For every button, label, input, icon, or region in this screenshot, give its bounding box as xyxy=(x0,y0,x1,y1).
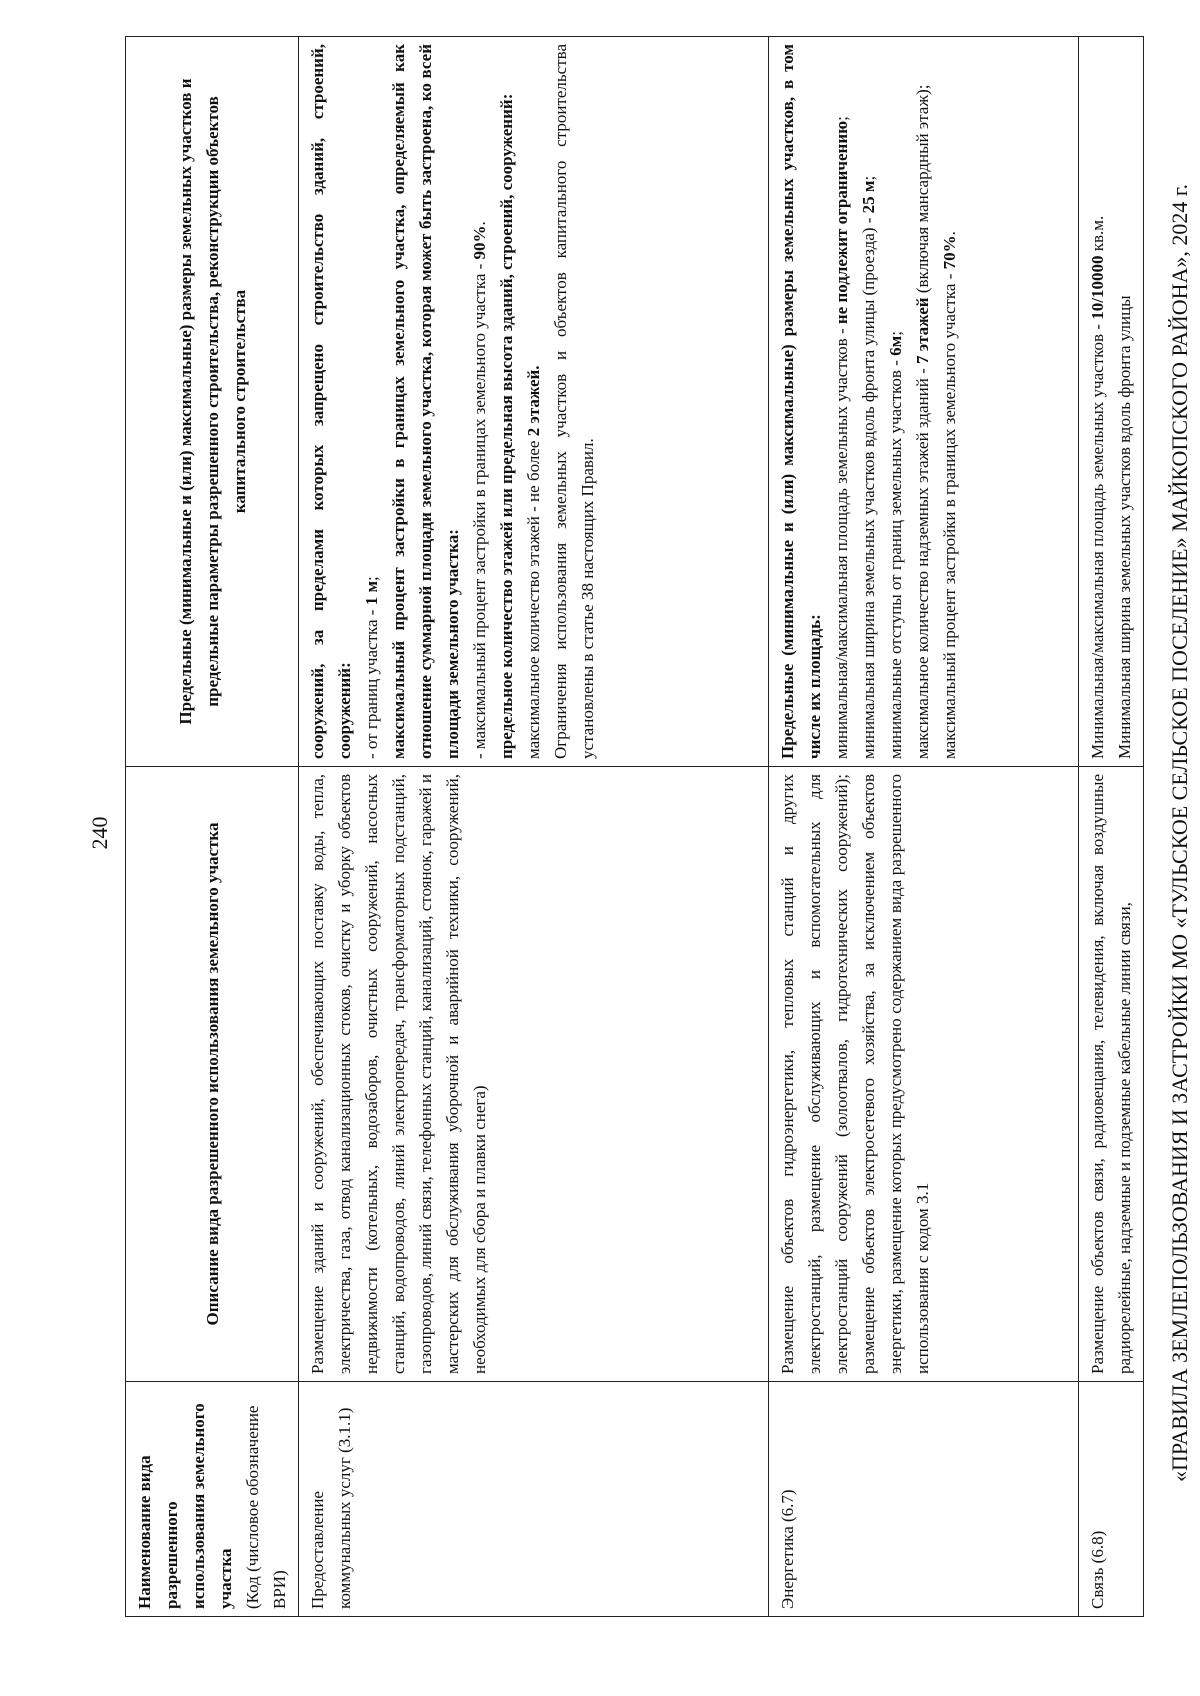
param-bold-text: 25 м xyxy=(859,180,878,214)
header-description: Описание вида разрешенного использования земельного участка xyxy=(126,767,299,1382)
param-text: . xyxy=(940,231,959,236)
param-text: Ограничения использования земельных участков и объектов капитального строительства установлены в статье 38 настоящих Правил. xyxy=(551,44,597,759)
param-line xyxy=(358,44,385,759)
row-description: Размещение объектов связи, радиовещания, телевидения, включая воздушные радиорелейные, надземные и подземные кабельные линии связи, xyxy=(1079,767,1144,1382)
param-bold-text: не подлежит ограничению xyxy=(832,120,851,325)
param-text: . xyxy=(470,221,489,226)
param-line xyxy=(855,44,882,759)
param-text: кв.м. xyxy=(1088,215,1107,256)
param-text: максимальное количество надземных этажей зданий - xyxy=(913,364,932,759)
param-bold-text: предельное количество этажей или предельная высота зданий, строений, сооружений: xyxy=(497,93,516,759)
param-bold-text: 70% xyxy=(940,235,959,270)
param-line xyxy=(882,44,909,759)
param-line xyxy=(909,44,936,759)
param-text: ; xyxy=(832,116,851,121)
row-name: Энергетика (6.7) xyxy=(769,1382,1079,1617)
param-text: Минимальная/максимальная площадь земельных участков - xyxy=(1088,319,1107,759)
header-params: Предельные (минимальные и (или) максимальные) размеры земельных участков и предельные параметры разрешенного строительства, реконструкции объектов капитального строительства xyxy=(126,37,299,767)
row-description: Размещение объектов гидроэнергетики, тепловых станций и других электростанций, размещение обслуживающих и вспомогательных для электростанций сооружений (золоотвалов, гидротехнических сооружений); размещение объектов электросетевого хозяйства, за исключением объектов энергетики, размещение которых предусмотрено содержанием вида разрешенного использования с кодом 3.1 xyxy=(769,767,1079,1382)
param-line xyxy=(1111,44,1138,759)
param-line xyxy=(774,44,828,759)
param-line xyxy=(466,44,493,759)
header-name xyxy=(126,1382,299,1617)
row-params xyxy=(1079,37,1144,767)
param-bold-text: 6м xyxy=(886,335,905,356)
header-name-bold: Наименование вида разрешенного использования земельного участка xyxy=(135,1403,235,1609)
param-line xyxy=(520,44,547,759)
param-text: - от границ участка - xyxy=(362,605,381,759)
param-text: максимальный процент застройки в границах земельного участка - xyxy=(940,269,959,759)
param-bold-text: сооружений, за пределами которых запрещено строительство зданий, строений, сооружений: xyxy=(308,44,354,759)
document-footer: «ПРАВИЛА ЗЕМЛЕПОЛЬЗОВАНИЯ И ЗАСТРОЙКИ МО «ТУЛЬСКОЕ СЕЛЬСКОЕ ПОСЕЛЕНИЕ» МАЙКОПСКОГО РАЙОНА», 2024 г. xyxy=(1167,184,1192,1482)
param-text: максимальное количество этажей - не более xyxy=(524,436,543,759)
param-text: ; xyxy=(859,175,878,181)
land-use-table xyxy=(125,36,1144,1617)
row-params xyxy=(769,37,1079,767)
param-line xyxy=(828,44,855,759)
param-bold-text: максимальный процент застройки в границах земельного участка, определяемый как отношение суммарной площади земельного участка, которая может быть застроена, ко всей площади земельного участка: xyxy=(389,44,462,759)
param-line xyxy=(1084,44,1111,759)
param-bold-text: 7 этажей xyxy=(913,297,932,365)
header-name-code: (Код (числовое обозначение ВРИ) xyxy=(243,1405,289,1609)
param-line xyxy=(936,44,963,759)
param-text: ; xyxy=(886,331,905,336)
param-bold-text: 90% xyxy=(470,225,489,260)
row-params xyxy=(299,37,769,767)
param-bold-text: 1 м xyxy=(362,580,381,606)
row-name: Предоставление коммунальных услуг (3.1.1) xyxy=(299,1382,769,1617)
param-text: минимальная ширина земельных участков вдоль фронта улицы (проезда) - xyxy=(859,213,878,759)
param-text: Минимальная ширина земельных участков вдоль фронта улицы xyxy=(1115,295,1134,759)
param-line xyxy=(547,44,601,759)
param-bold-text: Предельные (минимальные и (или) максимальные) размеры земельных участков, в том числе их площадь: xyxy=(778,44,824,759)
param-bold-text: 2 этажей. xyxy=(524,365,543,437)
rotated-table-container xyxy=(125,44,1134,1617)
param-text: (включая мансардный этаж); xyxy=(913,84,932,298)
param-line xyxy=(493,44,520,759)
param-text: минимальная/максимальная площадь земельных участков - xyxy=(832,324,851,759)
param-line xyxy=(385,44,466,759)
page-number: 240 xyxy=(87,816,112,850)
table-row xyxy=(1079,37,1144,1617)
param-text: - максимальный процент застройки в границах земельного участка - xyxy=(470,259,489,759)
param-bold-text: 10/10000 xyxy=(1088,255,1107,320)
param-line xyxy=(304,44,358,759)
param-text: ; xyxy=(362,576,381,581)
table-row xyxy=(299,37,769,1617)
param-text: минимальные отступы от границ земельных участков - xyxy=(886,355,905,759)
table-header-row xyxy=(126,37,299,1617)
row-name: Связь (6.8) xyxy=(1079,1382,1144,1617)
table-row xyxy=(769,37,1079,1617)
row-description: Размещение зданий и сооружений, обеспечивающих поставку воды, тепла, электричества, газа, отвод канализационных стоков, очистку и уборку объектов недвижимости (котельных, водозаборов, очистных сооружений, насосных станций, водопроводов, линий электропередач, трансформаторных подстанций, газопроводов, линий связи, телефонных станций, канализаций, стоянок, гаражей и мастерских для обслуживания уборочной и аварийной техники, сооружений, необходимых для сбора и плавки снега) xyxy=(299,767,769,1382)
